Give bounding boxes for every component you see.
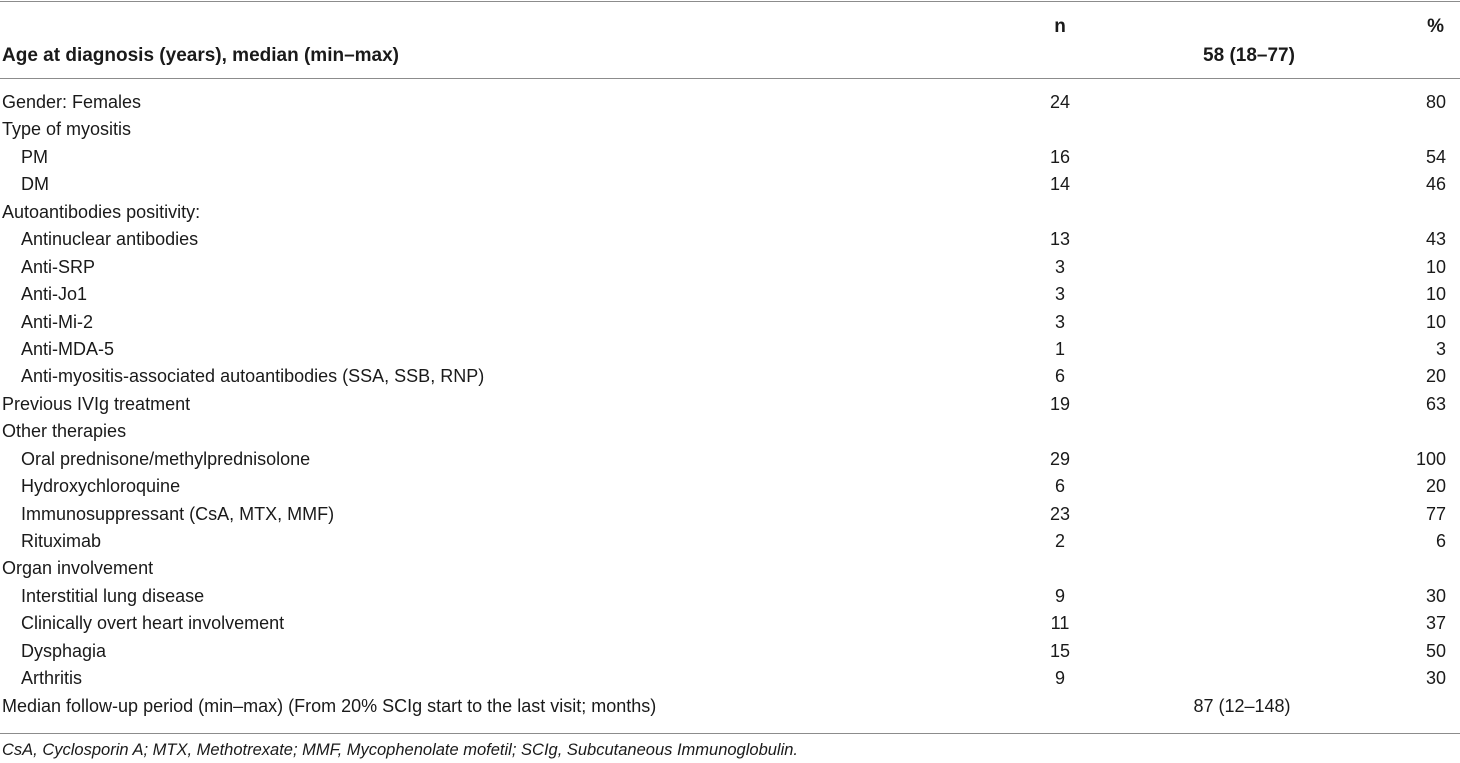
table-row (0, 90, 1460, 117)
row-n-value: 14 (1049, 174, 1071, 195)
table-body (0, 90, 1460, 721)
table-row (0, 419, 1460, 446)
row-label: Anti-MDA-5 (21, 338, 115, 359)
header-age-median: 58 (18–77) (1203, 45, 1295, 66)
table-row (0, 310, 1460, 337)
row-label: Anti-Mi-2 (21, 311, 94, 332)
follow-up-label: Median follow-up period (min–max) (From 20% SCIg start to the last visit; months) (2, 695, 657, 716)
row-n-value: 29 (1049, 448, 1071, 469)
row-percent-value: 43 (1425, 229, 1446, 250)
row-n-value: 2 (1054, 531, 1066, 551)
row-label: Gender: Females (2, 92, 142, 112)
row-percent-value: 20 (1425, 476, 1446, 497)
table-row (0, 666, 1460, 693)
row-label: Anti-SRP (21, 256, 96, 277)
row-n-value: 24 (1049, 92, 1071, 112)
table-bottom-rule (0, 733, 1460, 734)
row-percent-value: 10 (1425, 311, 1446, 332)
row-percent-value: 30 (1425, 585, 1446, 606)
table-row (0, 474, 1460, 501)
row-label: Anti-Jo1 (21, 284, 88, 305)
row-n-value: 16 (1049, 146, 1071, 167)
row-percent-value: 37 (1425, 613, 1446, 634)
header-n: n (1054, 16, 1066, 37)
row-percent-value: 77 (1425, 503, 1446, 524)
row-percent-value: 46 (1425, 174, 1446, 195)
table-footnote: CsA, Cyclosporin A; MTX, Methotrexate; MMF, Mycophenolate mofetil; SCIg, Subcutaneous Immunoglobulin. (2, 741, 799, 759)
row-n-value: 15 (1049, 640, 1071, 661)
table-header (0, 2, 1460, 78)
table-row (0, 584, 1460, 611)
row-percent-value: 10 (1425, 256, 1446, 277)
row-label: Dysphagia (21, 640, 107, 661)
row-n-value: 6 (1054, 366, 1066, 387)
row-n-value: 3 (1054, 311, 1066, 332)
row-n-value: 6 (1054, 476, 1066, 497)
row-percent-value: 30 (1425, 668, 1446, 689)
row-label: DM (21, 174, 49, 195)
row-percent-value: 80 (1425, 92, 1446, 112)
row-label: Oral prednisone/methylprednisolone (21, 448, 311, 469)
row-n-value: 13 (1049, 229, 1071, 250)
row-percent-value: 20 (1425, 366, 1446, 387)
follow-up-value: 87 (12–148) (1193, 695, 1291, 716)
row-percent-value: 54 (1425, 146, 1446, 167)
table-row (0, 145, 1460, 172)
row-n-value: 3 (1054, 284, 1066, 305)
table-row (0, 556, 1460, 583)
row-n-value: 9 (1054, 585, 1066, 606)
table-header-rule (0, 78, 1460, 79)
row-percent-value: 50 (1425, 640, 1446, 661)
row-label: Hydroxychloroquine (21, 476, 181, 497)
table-row (0, 172, 1460, 199)
row-label: Organ involvement (2, 558, 154, 579)
table-row-follow-up (0, 694, 1460, 721)
table-row (0, 529, 1460, 556)
row-n-value: 11 (1050, 613, 1070, 634)
row-label: Other therapies (2, 421, 127, 442)
table-row (0, 502, 1460, 529)
row-n-value: 19 (1049, 393, 1071, 414)
table-row (0, 227, 1460, 254)
row-percent-value: 6 (1435, 531, 1446, 551)
table-row (0, 337, 1460, 364)
row-n-value: 9 (1054, 668, 1066, 689)
row-percent-value: 63 (1425, 393, 1446, 414)
row-n-value: 1 (1054, 338, 1066, 359)
table-row (0, 447, 1460, 474)
row-label: Immunosuppressant (CsA, MTX, MMF) (21, 503, 335, 524)
table-row (0, 255, 1460, 282)
table-row (0, 364, 1460, 391)
header-label: Age at diagnosis (years), median (min–max) (2, 45, 400, 66)
table-row (0, 611, 1460, 638)
row-n-value: 23 (1049, 503, 1071, 524)
row-percent-value: 10 (1425, 284, 1446, 305)
row-label: Antinuclear antibodies (21, 229, 199, 250)
row-percent-value: 100 (1415, 448, 1446, 469)
header-percent: % (1427, 16, 1444, 37)
row-label: Autoantibodies positivity: (2, 201, 201, 222)
table-row (0, 639, 1460, 666)
table-row (0, 392, 1460, 419)
row-label: Previous IVIg treatment (2, 393, 191, 414)
row-label: Arthritis (21, 668, 83, 689)
row-label: Clinically overt heart involvement (21, 613, 285, 634)
row-label: Anti-myositis-associated autoantibodies (SSA, SSB, RNP) (21, 366, 485, 387)
table-row (0, 200, 1460, 227)
row-label: Interstitial lung disease (21, 585, 205, 606)
row-n-value: 3 (1054, 256, 1066, 277)
table-row (0, 282, 1460, 309)
row-label: PM (21, 146, 48, 167)
row-percent-value: 3 (1435, 338, 1446, 359)
row-label: Type of myositis (2, 119, 132, 140)
table-row (0, 117, 1460, 144)
row-label: Rituximab (21, 531, 102, 551)
